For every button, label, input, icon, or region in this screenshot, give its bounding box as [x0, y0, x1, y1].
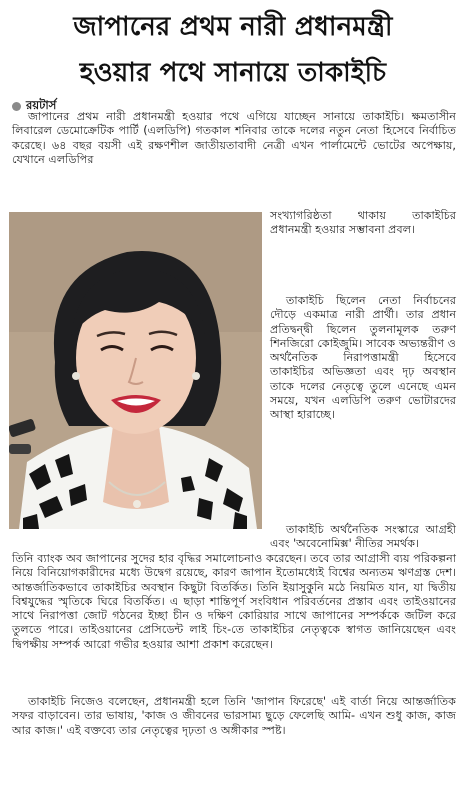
microphone — [9, 444, 31, 454]
headline-line-1: জাপানের প্রথম নারী প্রধানমন্ত্রী — [73, 12, 393, 42]
headline-line-2: হওয়ার পথে সানায়ে তাকাইচি — [79, 58, 387, 88]
paragraph-side-1: সংখ্যাগরিষ্ঠতা থাকায় তাকাইচির প্রধানমন্ত্রী হওয়ার সম্ভাবনা প্রবল। — [270, 209, 456, 237]
neck — [103, 426, 169, 509]
paragraph-body-2: তাকাইচি নিজেও বলেছেন, প্রধানমন্ত্রী হলে তিনি 'জাপান ফিরেছে' এই বার্তা নিয়ে আন্তর্জাতিক সফর বাড়াবেন। তার ভাষায়, 'কাজ ও জীবনের ভারসাম্য ছুড়ে ফেলেছি আমি- এখন শুধু কাজ, কাজ আর কাজ।' এই বক্তব্যে তার নেতৃত্বের দৃঢ়তা ও অঙ্গীকার স্পষ্ট। — [12, 695, 456, 737]
portrait-photo — [9, 212, 262, 529]
paragraph-intro: জাপানের প্রথম নারী প্রধানমন্ত্রী হওয়ার পথে এগিয়ে যাচ্ছেন সানায়ে তাকাইচি। ক্ষমতাসীন লিবারেল ডেমোক্রেটিক পার্টি (এলডিপি) গতকাল শনিবার তাকে দলের নতুন নেতা হিসেবে নির্বাচিত করেছে। ৬৪ বছর বয়সী এই রক্ষণশীল জাতীয়তাবাদী নেত্রী এখন পার্লামেন্টে ভোটের অপেক্ষায়, যেখানে এলডিপির — [12, 110, 456, 166]
source-name: রয়টার্স — [26, 98, 57, 112]
paragraph-side-3: তাকাইচি অর্থনৈতিক সংস্কারে আগ্রহী এবং 'অবেনোমিক্স' নীতির সমর্থক। — [270, 523, 456, 551]
portrait-illustration — [9, 212, 262, 529]
headline — [0, 4, 466, 96]
paragraph-side-2: তাকাইচি ছিলেন নেতা নির্বাচনের দৌড়ে একমাত্র নারী প্রার্থী। তার প্রধান প্রতিদ্বন্দ্বী ছিলেন তুলনামূলক তরুণ শিনজিরো কোইজুমি। সাবেক অভ্যন্তরীণ ও অর্থনৈতিক নিরাপত্তামন্ত্রী হিসেবে তাকাইচির অভিজ্ঞতা এবং দৃঢ় অবস্থান তাকে দলের নেতৃত্বে তুলে এনেছে এমন সময়ে, যখন এলডিপি তরুণ ভোটারদের আস্থা হারাচ্ছে। — [270, 294, 456, 422]
paragraph-body-1: তিনি ব্যাংক অব জাপানের সুদের হার বৃদ্ধির সমালোচনাও করেছেন। তবে তার আগ্রাসী ব্যয় পরিকল্পনা নিয়ে বিনিয়োগকারীদের মধ্যে উদ্বেগ রয়েছে, কারণ জাপান ইতোমধ্যেই বিশ্বের অন্যতম ঋণগ্রস্ত দেশ। আন্তর্জাতিকভাবে তাকাইচির অবস্থান কিছুটা বিতর্কিত। তিনি ইয়াসুকুনি মঠে নিয়মিত যান, যা দ্বিতীয় বিশ্বযুদ্ধের স্মৃতিকে ঘিরে বিতর্কিত। এ ছাড়া শান্তিপূর্ণ সংবিধান পরিবর্তনের প্রস্তাব এবং তাইওয়ানের সাথে নিরাপত্তা জোট গঠনের ইচ্ছা চীন ও দক্ষিণ কোরিয়ার সাথে জাপানের সম্পর্ককে জটিল করে তুলতে পারে। তাইওয়ানের প্রেসিডেন্ট লাই চিং-তে তাকাইচির নেতৃত্বকে স্বাগত জানিয়েছেন এবং দ্বিপক্ষীয় সম্পর্ক আরো গভীর হওয়ার আশা প্রকাশ করেছেন। — [12, 552, 456, 651]
